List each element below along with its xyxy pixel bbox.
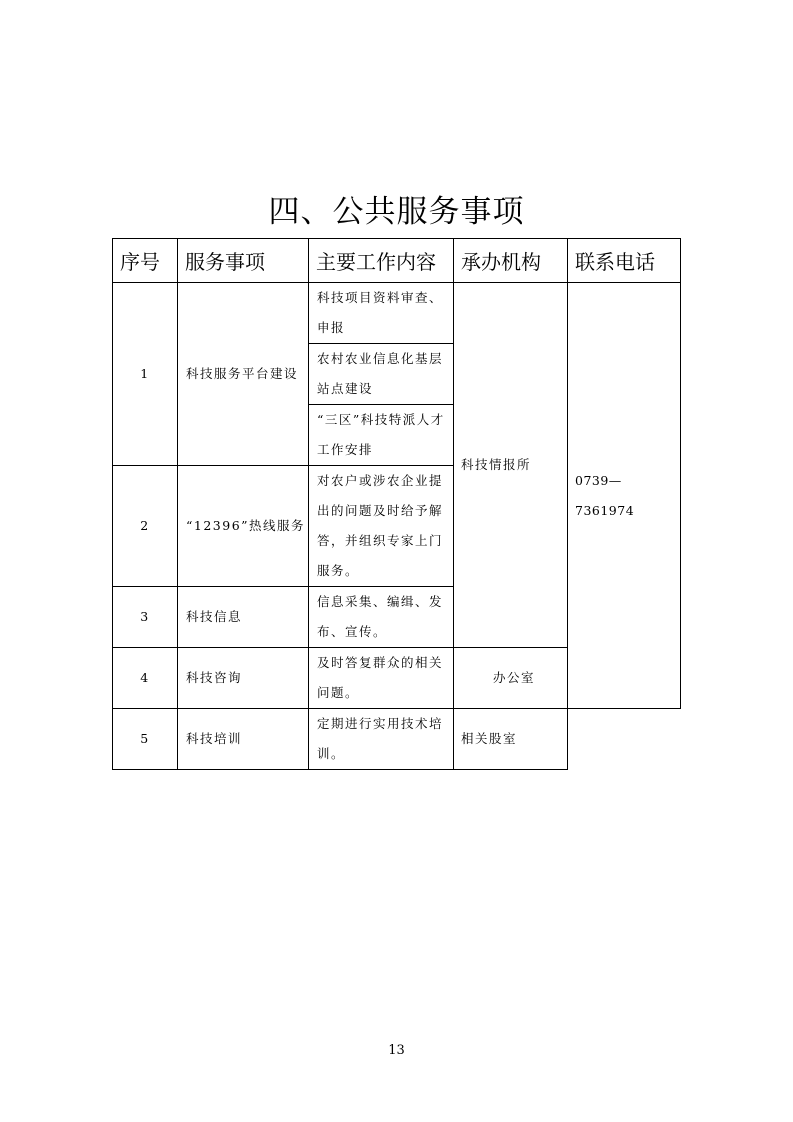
- header-seq: 序号: [113, 239, 178, 283]
- row-number: 2: [113, 466, 178, 587]
- header-service-item: 服务事项: [178, 239, 309, 283]
- work-content: 定期进行实用技术培训。: [309, 709, 454, 770]
- work-content: “三区”科技特派人才工作安排: [309, 405, 454, 466]
- service-item: 科技咨询: [178, 648, 309, 709]
- page-number: 13: [388, 1043, 405, 1058]
- contact-phone: 0739—7361974: [568, 283, 681, 709]
- header-phone: 联系电话: [568, 239, 681, 283]
- header-organization: 承办机构: [454, 239, 568, 283]
- organization: 办公室: [454, 648, 568, 709]
- service-item: 科技信息: [178, 587, 309, 648]
- row-number: 5: [113, 709, 178, 770]
- work-content: 农村农业信息化基层站点建设: [309, 344, 454, 405]
- work-content: 信息采集、编缉、发布、宣传。: [309, 587, 454, 648]
- row-number: 1: [113, 283, 178, 466]
- service-item: “12396”热线服务: [178, 466, 309, 587]
- table-row: [113, 283, 681, 344]
- row-number: 4: [113, 648, 178, 709]
- table-row: [113, 709, 681, 770]
- row-number: 3: [113, 587, 178, 648]
- organization: 科技情报所: [454, 283, 568, 648]
- work-content: 科技项目资料审查、申报: [309, 283, 454, 344]
- work-content: 对农户或涉农企业提出的问题及时给予解答，并组织专家上门服务。: [309, 466, 454, 587]
- work-content: 及时答复群众的相关问题。: [309, 648, 454, 709]
- service-item: 科技培训: [178, 709, 309, 770]
- header-main-content: 主要工作内容: [309, 239, 454, 283]
- service-item: 科技服务平台建设: [178, 283, 309, 466]
- organization: 相关股室: [454, 709, 568, 770]
- public-service-table: [112, 238, 681, 770]
- page-title: 四、公共服务事项: [268, 194, 525, 230]
- table-header-row: [113, 239, 681, 283]
